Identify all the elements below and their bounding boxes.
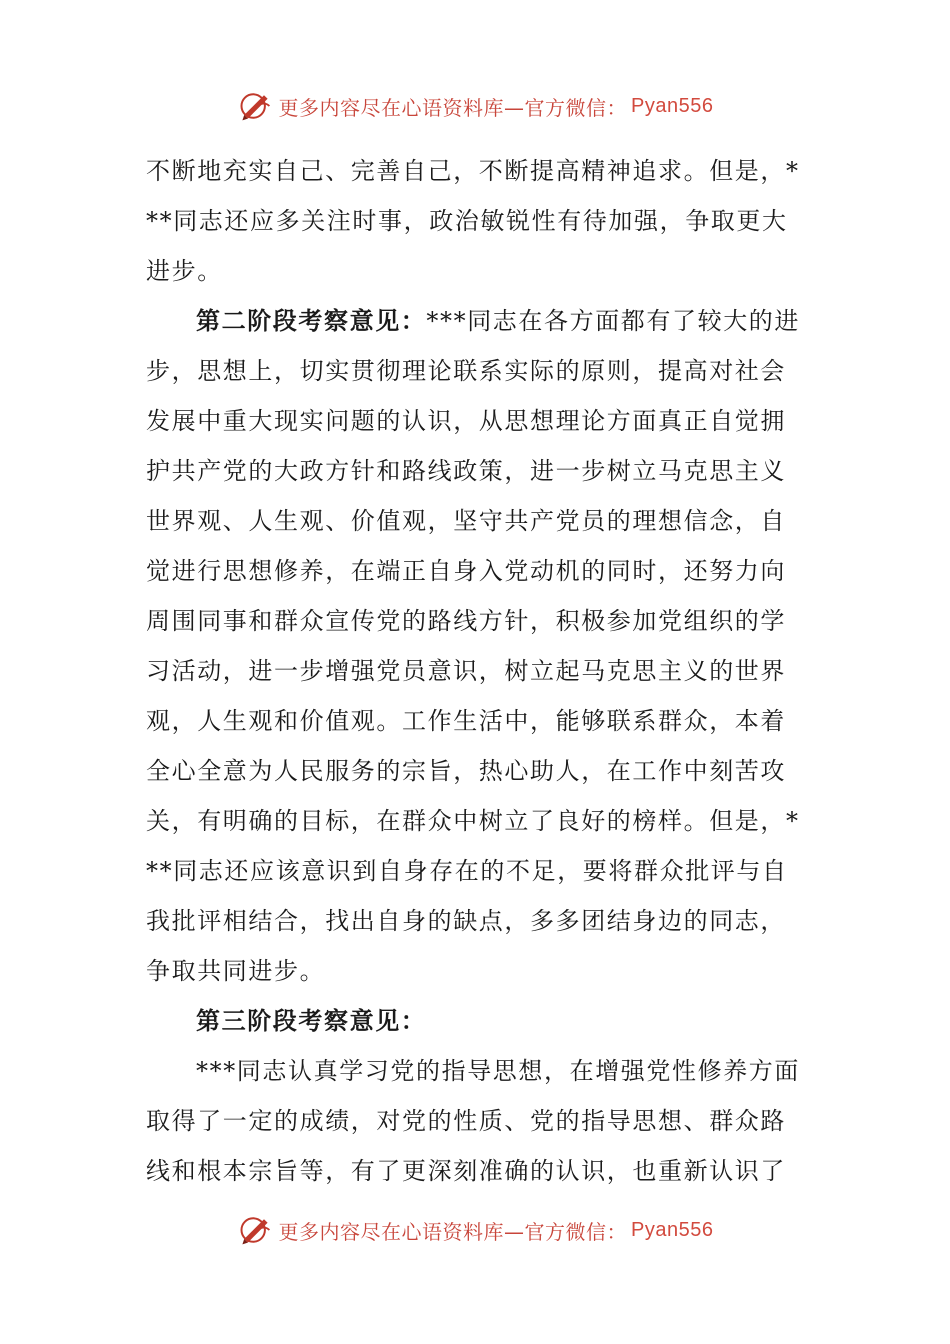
text-line: 周围同事和群众宣传党的路线方针，积极参加党组织的学: [146, 607, 786, 635]
watermark-brand: Pyan556: [631, 1218, 714, 1241]
text-line: 线和根本宗旨等，有了更深刻准确的认识，也重新认识了: [146, 1157, 786, 1185]
text-line: 我批评相结合，找出自身的缺点，多多团结身边的同志，: [146, 907, 786, 935]
pen-logo-icon: [237, 88, 273, 124]
watermark-text: 更多内容尽在心语资料库—官方微信：: [278, 1219, 628, 1244]
footer-watermark: [0, 1208, 950, 1252]
text-line: 取得了一定的成绩，对党的性质、党的指导思想、群众路: [146, 1107, 786, 1135]
section-heading: 第三阶段考察意见：: [196, 1006, 427, 1035]
pen-logo-icon: [237, 1212, 273, 1248]
text-line: ***同志认真学习党的指导思想，在增强党性修养方面: [196, 1057, 800, 1085]
text-line: 不断地充实自己、完善自己，不断提高精神追求。但是，*: [146, 157, 800, 185]
text-line: 步，思想上，切实贯彻理论联系实际的原则，提高对社会: [146, 357, 786, 385]
watermark-text: 更多内容尽在心语资料库—官方微信：: [278, 95, 628, 120]
text-line: 争取共同进步。: [146, 957, 326, 985]
watermark-brand: Pyan556: [631, 94, 714, 117]
text-line: **同志还应该意识到自身存在的不足，要将群众批评与自: [146, 857, 788, 885]
text-line: 进步。: [146, 257, 223, 285]
header-watermark: [0, 84, 950, 128]
text-line: 习活动，进一步增强党员意识，树立起马克思主义的世界: [146, 657, 786, 685]
text-line: 关，有明确的目标，在群众中树立了良好的榜样。但是，*: [146, 807, 800, 835]
text-line: 世界观、人生观、价值观，坚守共产党员的理想信念，自: [146, 507, 786, 535]
text-line: 护共产党的大政方针和路线政策，进一步树立马克思主义: [146, 457, 786, 485]
text-line: 全心全意为人民服务的宗旨，热心助人，在工作中刻苦攻: [146, 757, 786, 785]
document-body: [146, 146, 808, 1196]
text-line: **同志还应多关注时事，政治敏锐性有待加强，争取更大: [146, 207, 788, 235]
section-heading-line: [146, 996, 808, 1046]
text-line: 观，人生观和价值观。工作生活中，能够联系群众，本着: [146, 707, 786, 735]
section-heading-line: 第二阶段考察意见：***同志在各方面都有了较大的进: [196, 306, 801, 335]
text-line: 觉进行思想修养，在端正自身入党动机的同时，还努力向: [146, 557, 786, 585]
section-heading: 第二阶段考察意见：: [196, 306, 427, 335]
text-line: 发展中重大现实问题的认识，从思想理论方面真正自觉拥: [146, 407, 786, 435]
